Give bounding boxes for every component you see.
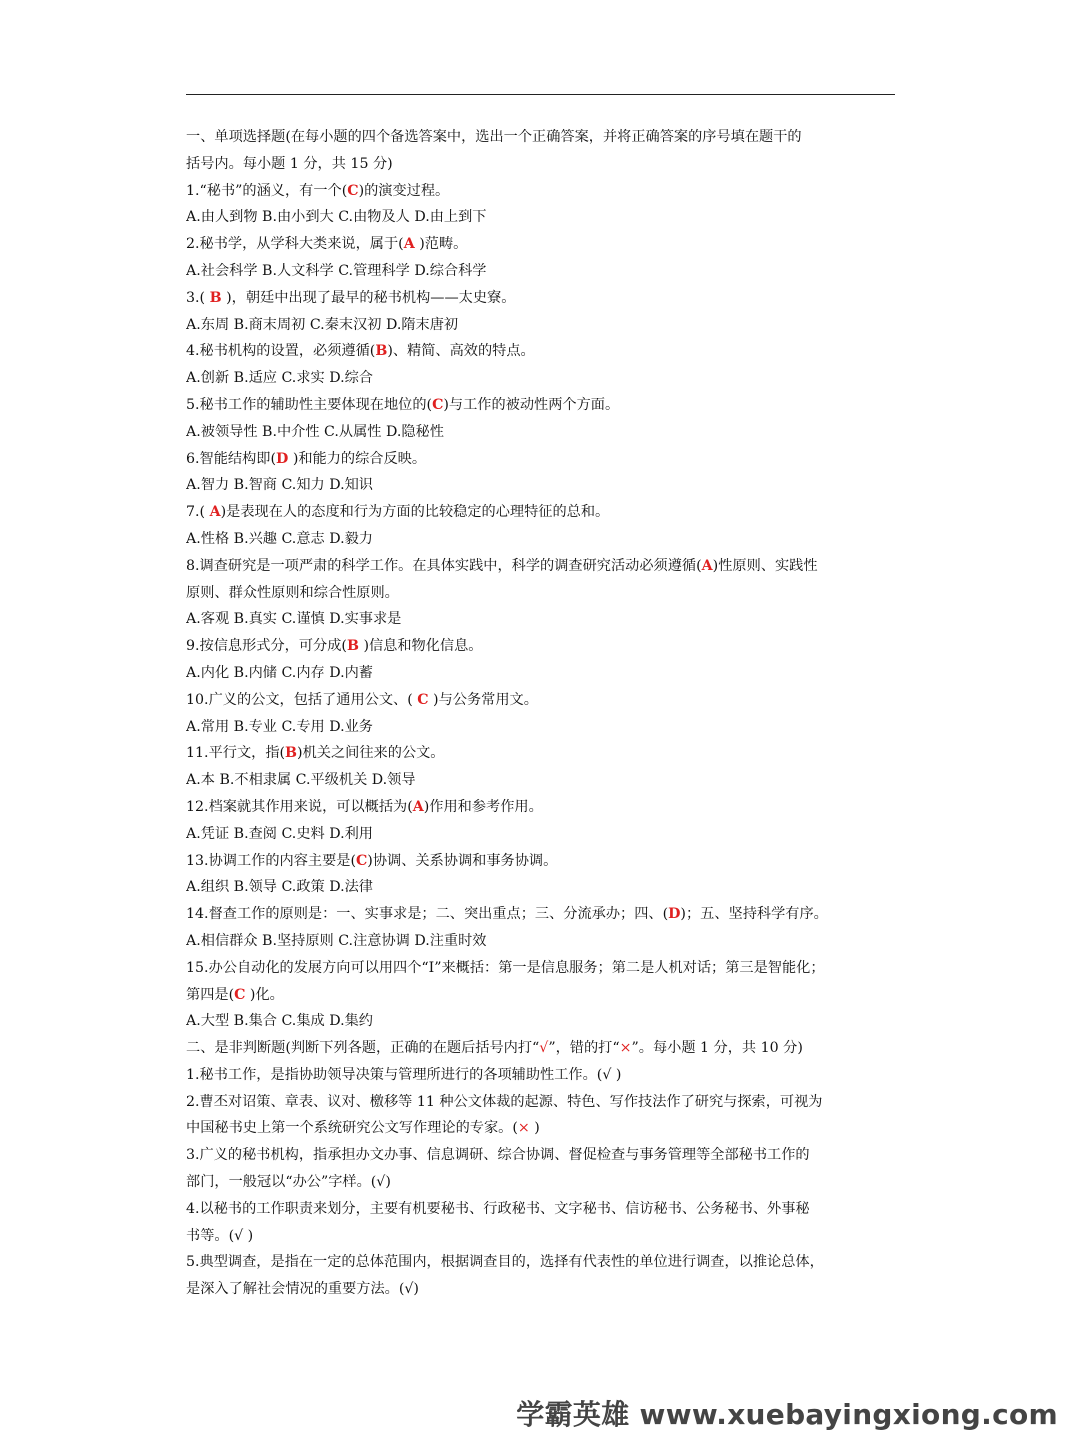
question-8-options: A.客观 B.真实 C.谨慎 D.实事求是	[186, 611, 402, 628]
question-13: 13.协调工作的内容主要是(C)协调、关系协调和事务协调。	[186, 852, 558, 869]
tf-item-2: 2.曹丕对诏策、章表、议对、檄移等 11 种公文体裁的起源、特色、写作技法作了研究与探索，可视为	[186, 1093, 823, 1110]
document-body	[186, 124, 896, 1303]
question-2-options: A.社会科学 B.人文科学 C.管理科学 D.综合科学	[186, 262, 487, 279]
tf-item-5-cont: 是深入了解社会情况的重要方法。(√)	[186, 1281, 419, 1298]
tf-item-4-cont: 书等。(√ )	[186, 1227, 254, 1244]
question-7-options: A.性格 B.兴趣 C.意志 D.毅力	[186, 530, 373, 547]
question-11: 11.平行文，指(B)机关之间往来的公文。	[186, 745, 445, 762]
question-14-options: A.相信群众 B.坚持原则 C.注意协调 D.注重时效	[186, 932, 487, 949]
question-12-options: A.凭证 B.查阅 C.史料 D.利用	[186, 825, 373, 842]
answer-letter: C	[347, 182, 359, 199]
section1-header: 一、单项选择题(在每小题的四个备选答案中，选出一个正确答案，并将正确答案的序号填在题干的	[186, 129, 802, 145]
answer-letter: B	[285, 745, 298, 762]
question-12: 12.档案就其作用来说，可以概括为(A)作用和参考作用。	[186, 798, 543, 815]
section1-header-cont: 括号内。每小题 1 分，共 15 分)	[186, 155, 393, 172]
question-3-options: A.东周 B.商末周初 C.秦末汉初 D.隋末唐初	[186, 316, 459, 333]
answer-letter: D	[276, 450, 289, 467]
question-15: 15.办公自动化的发展方向可以用四个“I”来概括：第一是信息服务；第二是人机对话；第三是智能化；	[186, 959, 825, 976]
question-6-options: A.智力 B.智商 C.知力 D.知识	[186, 477, 373, 494]
question-10-options: A.常用 B.专业 C.专用 D.业务	[186, 718, 373, 735]
question-6: 6.智能结构即(D )和能力的综合反映。	[186, 450, 427, 467]
question-1-options: A.由人到物 B.由小到大 C.由物及人 D.由上到下	[186, 209, 487, 226]
tf-item-5: 5.典型调查，是指在一定的总体范围内，根据调查目的，选择有代表性的单位进行调查，以推论总体，	[186, 1254, 824, 1271]
question-11-options: A.本 B.不相隶属 C.平级机关 D.领导	[186, 772, 416, 789]
answer-letter: D	[668, 906, 681, 923]
question-8-cont: 原则、群众性原则和综合性原则。	[186, 584, 399, 601]
header-rule	[186, 94, 895, 95]
question-8: 8.调查研究是一项严肃的科学工作。在具体实践中，科学的调查研究活动必须遵循(A)性原则、实践性	[186, 557, 818, 574]
question-2: 2.秘书学，从学科大类来说，属于(A )范畴。	[186, 236, 468, 253]
question-13-options: A.组织 B.领导 C.政策 D.法律	[186, 879, 373, 896]
question-9: 9.按信息形式分，可分成(B )信息和物化信息。	[186, 638, 483, 655]
tf-item-3-cont: 部门，一般冠以“办公”字样。(√)	[186, 1174, 391, 1191]
answer-letter: B	[209, 289, 222, 306]
question-5: 5.秘书工作的辅助性主要体现在地位的(C)与工作的被动性两个方面。	[186, 396, 620, 413]
answer-letter: B	[346, 638, 359, 655]
question-5-options: A.被领导性 B.中介性 C.从属性 D.隐秘性	[186, 423, 444, 440]
tf-item-2-cont: 中国秘书史上第一个系统研究公文写作理论的专家。(× )	[186, 1120, 540, 1137]
question-list	[186, 178, 896, 1036]
watermark: 学霸英雄 www.xuebayingxiong.com	[516, 1398, 1058, 1431]
question-4-options: A.创新 B.适应 C.求实 D.综合	[186, 370, 373, 387]
answer-letter: C	[432, 396, 444, 413]
check-mark: √	[539, 1040, 549, 1057]
section2-header: 二、是非判断题(判断下列各题，正确的在题后括号内打“√”，错的打“×”。每小题 1 分，共 10 分)	[186, 1040, 803, 1057]
answer-letter: A	[403, 236, 415, 253]
tf-item-3: 3.广义的秘书机构，指承担办文办事、信息调研、综合协调、督促检查与事务管理等全部秘书工作的	[186, 1147, 810, 1164]
cross-mark: ×	[619, 1040, 632, 1057]
answer-letter: C	[355, 852, 368, 869]
answer-letter: A	[209, 504, 221, 521]
tf-item-4: 4.以秘书的工作职责来划分，主要有机要秘书、行政秘书、文字秘书、信访秘书、公务秘书、外事秘	[186, 1200, 810, 1217]
question-9-options: A.内化 B.内储 C.内存 D.内蓄	[186, 664, 373, 681]
question-15-cont: 第四是(C )化。	[186, 986, 284, 1003]
answer-letter: B	[375, 343, 388, 360]
question-7: 7.( A)是表现在人的态度和行为方面的比较稳定的心理特征的总和。	[186, 504, 610, 521]
answer-letter: C	[417, 691, 429, 708]
answer-letter: A	[701, 557, 713, 574]
cross-mark: ×	[517, 1120, 530, 1137]
question-14: 14.督查工作的原则是：一、实事求是；二、突出重点；三、分流承办；四、(D)；五、坚持科学有序。	[186, 906, 828, 923]
answer-letter: A	[412, 798, 424, 815]
question-4: 4.秘书机构的设置，必须遵循(B)、精简、高效的特点。	[186, 343, 535, 360]
question-15-options: A.大型 B.集合 C.集成 D.集约	[186, 1013, 373, 1030]
question-3: 3.( B )，朝廷中出现了最早的秘书机构——太史寮。	[186, 289, 516, 306]
answer-letter: C	[234, 986, 246, 1003]
question-1: 1.“秘书”的涵义，有一个(C)的演变过程。	[186, 182, 450, 199]
question-10: 10.广义的公文，包括了通用公文、( C )与公务常用文。	[186, 691, 538, 708]
tf-item-1: 1.秘书工作，是指协助领导决策与管理所进行的各项辅助性工作。(√ )	[186, 1066, 622, 1083]
